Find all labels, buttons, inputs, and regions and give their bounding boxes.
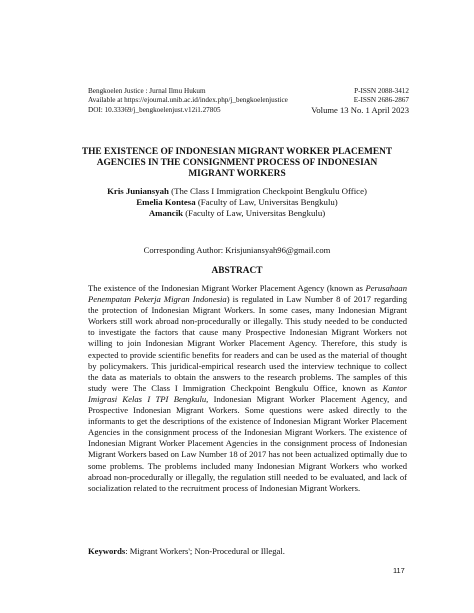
abstract-heading: ABSTRACT: [211, 266, 263, 276]
keywords-label: Keywords: [88, 546, 126, 556]
abstract-text-2: ) is regulated in Law Number 8 of 2017 regarding the protection of Indonesian Migrant Workers. In some cases, many Indonesian Migrant Workers still work abroad non-procedurally or illegally. This study needed to be conducted to investigate the factors that cause many Prospective Indonesian Migrant Workers not willing to join Indonesian Migrant Worker Placement Agency. Therefore, this study is expected to provide scientific benefits for readers and can be used as the material of thought by policymakers. This juridical-empirical research used the interview technique to collect the data as materials to obtain the answers to the research problems. The samples of this study were The Class I Immigration Checkpoint Bengkulu Office, known as: [88, 294, 407, 393]
keywords: [88, 546, 408, 556]
author-affiliation: (Faculty of Law, Universitas Bengkulu): [195, 197, 338, 208]
doi: DOI: 10.33369/j_bengkoelenjust.v12i1.27805: [88, 105, 221, 114]
corresponding-author: Corresponding Author: Krisjuniansyah96@gmail.com: [143, 245, 331, 255]
abstract-italic-1: Perusahaan Penempatan Pekerja Migran Indonesia: [88, 283, 407, 305]
title-line-2: AGENCIES IN THE CONSIGNMENT PROCESS OF INDONESIAN: [96, 158, 378, 169]
author-affiliation: (Faculty of Law, Universitas Bengkulu): [183, 208, 326, 219]
eissn: E-ISSN 2686-2867: [353, 96, 409, 105]
journal-name: Bengkoelen Justice : Jurnal Ilmu Hukum: [88, 87, 206, 95]
author-name: Kris Juniansyah: [107, 186, 169, 196]
abstract-text-1: The existence of the Indonesian Migrant Worker Placement Agency (known as: [88, 283, 366, 293]
author-1: [80, 186, 394, 197]
author-2: [80, 197, 394, 208]
author-affiliation: (The Class I Immigration Checkpoint Bengkulu Office): [168, 186, 367, 196]
keywords-text: : Migrant Workers'; Non-Procedural or Illegal.: [125, 546, 285, 556]
author-list: [80, 186, 394, 220]
abstract-italic-2: Kantor Imigrasi Kelas I TPI Bengkulu: [88, 382, 407, 404]
author-3: [80, 208, 394, 219]
author-name: Amancik: [148, 208, 184, 219]
title-line-1: THE EXISTENCE OF INDONESIAN MIGRANT WORKER PLACEMENT: [81, 147, 393, 157]
abstract-text-3: , Indonesian Migrant Worker Placement Agency, and Prospective Indonesian Migrant Workers. Some questions were asked directly to the informants to get the descriptions of the existence of Indonesian Migrant Worker Placement Agencies in the consignment process of the Indonesian Migrant Workers. The existence of Indonesian Migrant Worker Placement Agencies in the consignment process of Indonesian Migrant Workers based on Law Number 18 of 2017 has not been actualized optimally due to some problems. The problems included many Indonesian Migrant Workers who worked abroad non-procedurally or illegally, the regulation still needed to be evaluated, and lack of socialization related to the recruitment process of Indonesian Migrant Workers.: [88, 393, 407, 493]
pissn: P-ISSN 2088-3412: [354, 87, 409, 95]
journal-header: [88, 87, 409, 115]
volume: Volume 13 No. 1 April 2023: [311, 104, 409, 115]
abstract-body: [88, 283, 407, 494]
paper-title: [80, 147, 394, 181]
page-number: 117: [393, 566, 405, 575]
author-name: Emelia Kontesa: [136, 197, 196, 208]
title-line-3: MIGRANT WORKERS: [188, 169, 286, 180]
journal-url: Available at https://ejournal.unib.ac.id/index.php/j_bengkoelenjustice: [88, 96, 288, 105]
